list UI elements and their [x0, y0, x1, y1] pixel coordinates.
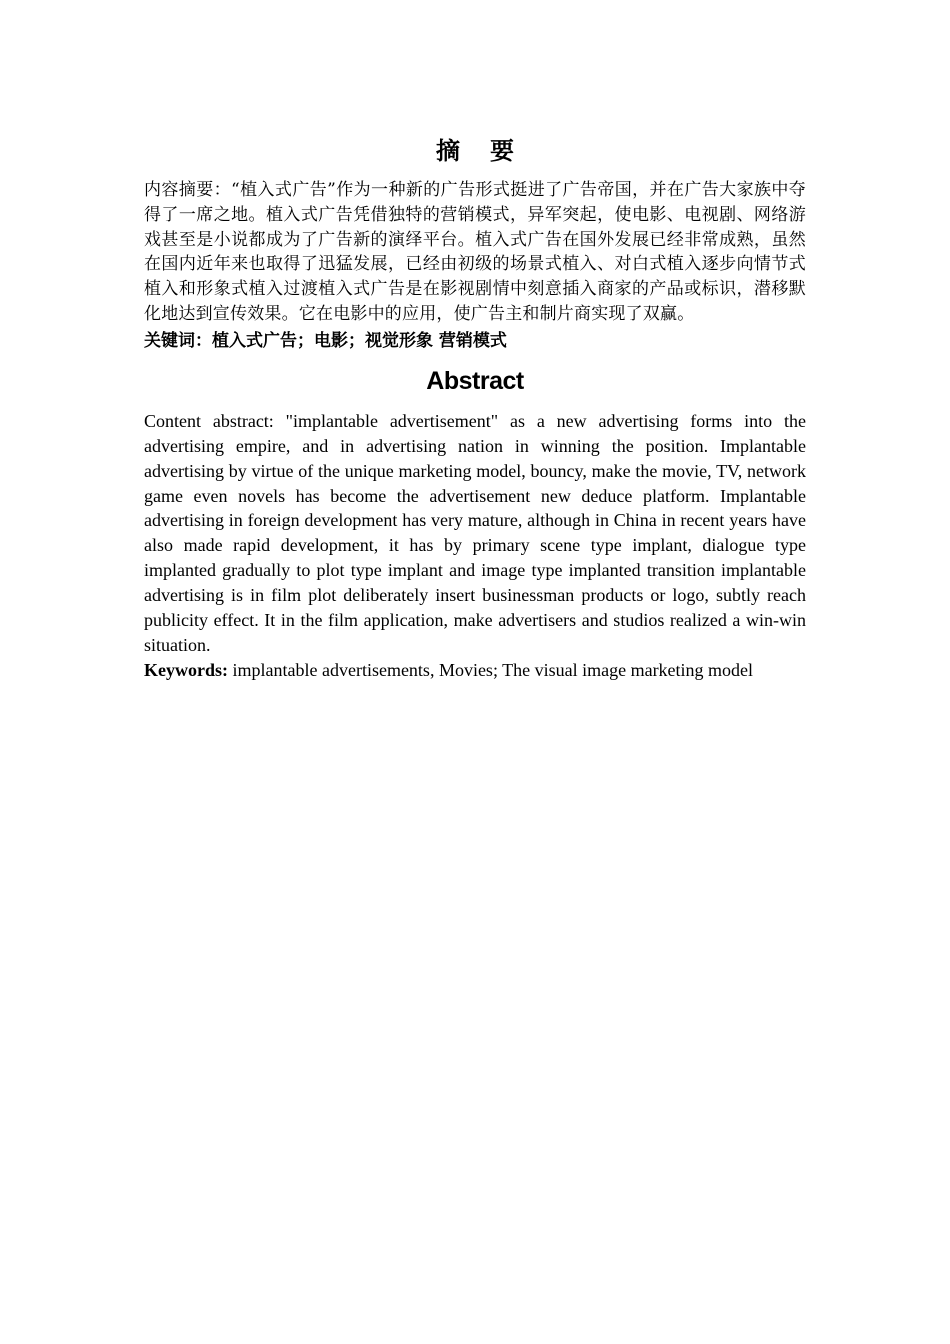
english-keywords — [144, 658, 806, 683]
english-abstract-title: Abstract — [426, 366, 524, 395]
chinese-abstract-body: 内容摘要：“植入式广告”作为一种新的广告形式挺进了广告帝国，并在广告大家族中夺得了一席之地。植入式广告凭借独特的营销模式，异军突起，使电影、电视剧、网络游戏甚至是小说都成为了广告新的演绎平台。植入式广告在国外发展已经非常成熟，虽然在国内近年来也取得了迅猛发展，已经由初级的场景式植入、对白式植入逐步向情节式植入和形象式植入过渡植入式广告是在影视剧情中刻意插入商家的产品或标识，潜移默化地达到宣传效果。它在电影中的应用，使广告主和制片商实现了双赢。 — [144, 180, 806, 324]
chinese-keywords: 关键词：植入式广告；电影；视觉形象 营销模式 — [144, 330, 507, 351]
english-abstract-body: Content abstract: "implantable advertisement" as a new advertising forms into the advertising empire, and in advertising nation in winning the position. Implantable advertising by virtue of the unique marketing model, bouncy, make the movie, TV, network game even novels has become the advertisement new deduce platform. Implantable advertising in foreign development has very mature, although in China in recent years have also made rapid development, it has by primary scene type implant, dialogue type implanted gradually to plot type implant and image type implanted transition implantable advertising is in film plot deliberately insert businessman products or logo, subtly reach publicity effect. It in the film application, make advertisers and studios realized a win-win situation. — [144, 410, 806, 655]
english-keywords-label: Keywords: — [144, 659, 228, 680]
abstract-page — [144, 132, 806, 683]
english-keywords-text: implantable advertisements, Movies; The visual image marketing model — [228, 659, 754, 680]
chinese-abstract-title: 摘要 — [436, 137, 544, 165]
